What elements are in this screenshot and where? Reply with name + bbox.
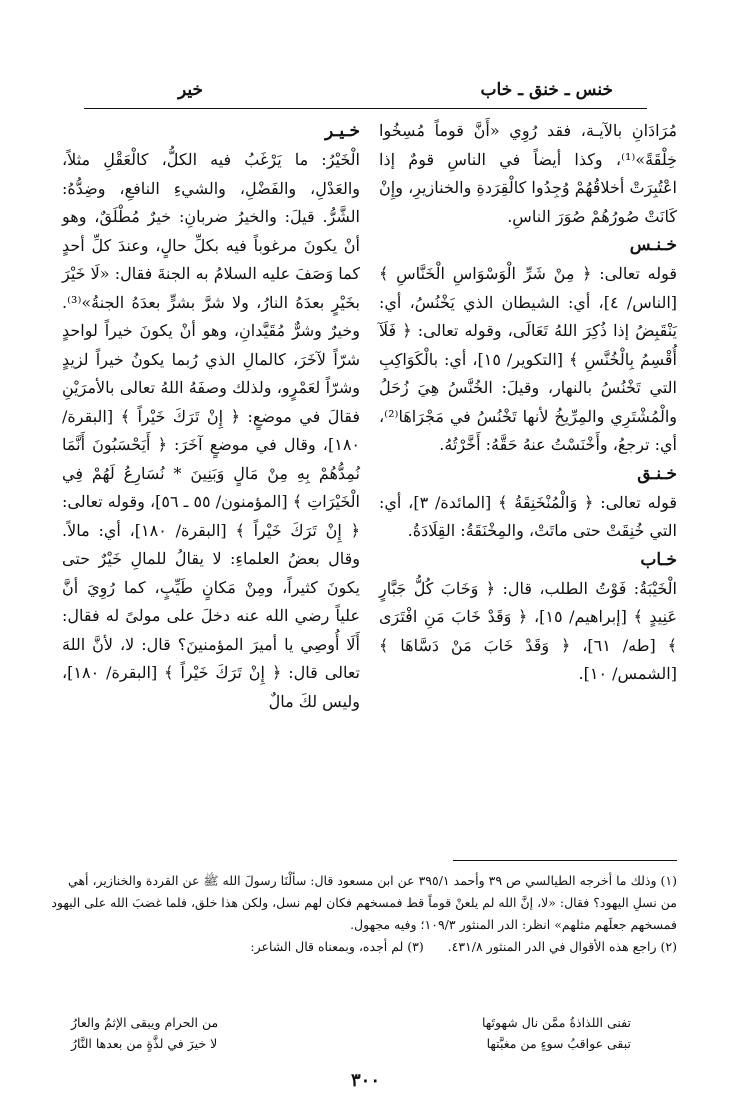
hemistich: لا خيرَ في لذَّةٍ من بعدها النَّارُ (71, 1036, 218, 1051)
hemistich: تفنى اللذاذةُ ممَّن نال شهوتَها (481, 1015, 631, 1030)
right-running-header: خنس ـ خنق ـ خاب (480, 80, 613, 100)
left-column (62, 117, 360, 716)
section-heading-khanas: خـنـس (629, 235, 677, 255)
poem-line-1 (71, 1012, 631, 1033)
footnote-3: (٣) لم أجده، وبمعناه قال الشاعر: (250, 939, 424, 954)
poem-verses (71, 1012, 631, 1054)
paragraph: مُرَادَانِ بالآيـة، فقد رُوِي «أَنَّ قوماً مُسِخُوا خِلْقَةً»⁽¹⁾، وكذا أيضاً في الناسِ قومٌ إذا اعْتُبِرَتْ أخلاقُهُمْ وُجِدُوا كالْقِرَدةِ والخنازيرِ، وإِنْ كَانَتْ صُورُهُمْ صُوَرَ الناسِ. (379, 121, 677, 226)
poem-line-2 (71, 1033, 631, 1054)
section-heading-khayr: خـيـر (325, 121, 360, 141)
header-rule (84, 108, 647, 109)
footnote-1: (١) وذلك ما أخرجه الطيالسي ص ٣٩ وأحمد ٣٩٥/١ عن ابن مسعود قال: سألْنَا رسولَ الله ﷺ عن القردة والخنازير، أهي من نسلِ اليهود؟ فقال: «لا، إنَّ الله لم يلعنْ قوماً قط فمسخهم فكان لهم نسل، ولكن هذا خلق، فلما غضبَ الله على اليهود فمسخهم جعلَهم مثلهم» انظر: الدر المنثور ١٠٩/٣؛ وفيه مجهول. (51, 873, 677, 932)
section-heading-khanaq: خـنـق (637, 463, 677, 484)
footnote-2-3 (49, 936, 677, 958)
left-running-header: خير (178, 80, 204, 100)
section-heading-khab: خـاب (640, 549, 677, 570)
page-number: ٣٠٠ (350, 1070, 380, 1091)
footnote-2: (٢) راجع هذه الأقوال في الدر المنثور ٤٣١/٨. (447, 939, 677, 954)
right-column (379, 117, 677, 689)
paragraph: قوله تعالى: ﴿ وَالْمُنْخَنِقَةُ ﴾ [المائدة/ ٣]، أي: التي خُنِقَتْ حتى ماتَتْ، والمِخْنَقَةُ: القِلَادَةُ. (379, 492, 678, 540)
footnotes (49, 870, 677, 958)
paragraph: الْخَيْرُ: ما يَرْغَبُ فيه الكلُّ، كالْعَقْلِ مثلاً، والعَدْلِ، والفَضْلِ، والشيءِ النافعِ، وضِدُّهُ: الشَّرُّ. قيلَ: والخيرُ ضربانِ: خيرٌ مُطْلَقٌ، وهو أنْ يكونَ مرغوباً فيه بكلِّ حالٍ، وعندَ كلِّ أحدٍ كما وَصَفَ عليه السلامُ به الجنةَ فقال: «لَا خَيْرَ بخَيْرٍ بعدَهُ النارُ، ولا شرَّ بشرٍّ بعدَهُ الجنةُ»⁽³⁾. وخيرٌ وشرٌّ مُقَيَّدانِ، وهو أنْ يكونَ خيراً لواحدٍ شرّاً لآخَرَ، كالمالِ الذي رُبما يكونُ خيراً لزيدٍ وشرّاً لعَمْرٍو، ولذلك وصفَهُ اللهُ تعالى بالأمرَيْنِ فقالَ في موضعٍ: ﴿ إِنْ تَرَكَ خَيْراً ﴾ [البقرة/ ١٨٠]، وقال في موضعٍ آخَرَ: ﴿ أَيَحْسَبُونَ أَنَّمَا نُمِدُّهُمْ بِهِ مِنْ مَالٍ وَبَنِينَ * نُسَارِعُ لَهُمْ فِي الْخَيْرَاتِ ﴾ [المؤمنون/ ٥٥ ـ ٥٦]، وقوله تعالى: ﴿ إِنْ تَرَكَ خَيْراً ﴾ [البقرة/ ١٨٠]، أي: مالاً. وقال بعضُ العلماءِ: لا يقالُ للمالِ خَيْرٌ حتى يكونَ كثيراً، ومِنْ مَكانٍ طَيِّبٍ، كما رُوِيَ أنَّ علياً رضي الله عنه دخلَ على مولىً له فقال: أَلَا أُوصِي يا أميرَ المؤمنينَ؟ قال: لا، لأنَّ اللهَ تعالى قال: ﴿ إِنْ تَرَكَ خَيْراً ﴾ [البقرة/ ١٨٠]، وليس لكَ مالٌ (62, 150, 360, 711)
footnote-rule (453, 860, 677, 861)
paragraph: الْخَيْبَةُ: فَوْتُ الطلب، قال: ﴿ وَخَابَ كُلُّ جَبَّارٍ عَنِيدٍ ﴾ [إبراهيم/ ١٥]، ﴿ وَقَدْ خَابَ مَنِ افْتَرَى ﴾ [طه/ ٦١]، ﴿ وَقَدْ خَابَ مَنْ دَسَّاهَا ﴾ [الشمس/ ١٠]. (379, 578, 678, 683)
paragraph: قوله تعالى: ﴿ مِنْ شَرِّ الْوَسْوَاسِ الْخَنَّاسِ ﴾ [الناس/ ٤]، أي: الشيطان الذي يَخْنُسُ، أي: يَنْقَبِضُ إذا ذُكِرَ اللهُ تَعَالَى، وقوله تعالى: ﴿ فَلَآ أُقْسِمُ بِالْخُنَّسِ ﴾ [التكوير/ ١٥]، أي: بالْكَوَاكِبِ التي تَخْنُسُ بالنهار، وقيلَ: الخُنَّسُ هِيَ زُحَلُ والْمُشْتَرِي والمِرِّيخُ لأنها تَخْنُسُ في مَجْرَاهَا⁽²⁾، أي: ترجعُ، وأَخْنَسْتُ عنهُ حَقَّهُ: أَخَّرْتُهُ. (379, 264, 678, 454)
hemistich: تبقى عواقبُ سوءٍ من مغبَّتها (486, 1036, 631, 1051)
hemistich: من الحرام ويبقى الإثمُ والعارُ (71, 1015, 219, 1030)
